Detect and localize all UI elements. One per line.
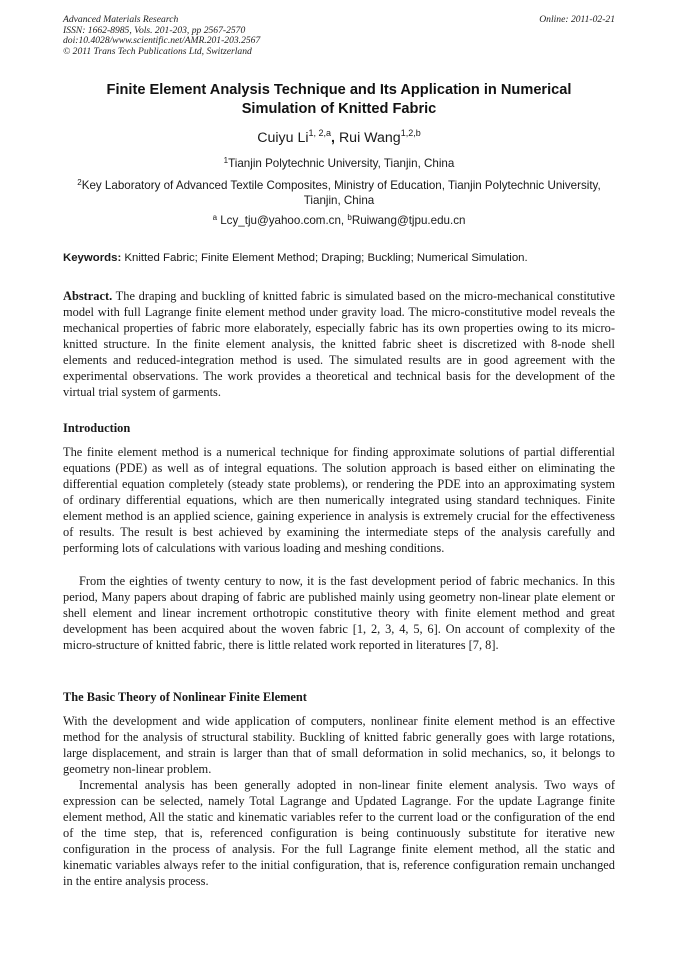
- author-list: [63, 129, 615, 147]
- section-heading-basic-theory: The Basic Theory of Nonlinear Finite Element: [63, 690, 307, 704]
- abstract: [63, 288, 615, 400]
- doi-line: doi:10.4028/www.scientific.net/AMR.201-203.2567: [63, 35, 261, 47]
- title-line-1: Finite Element Analysis Technique and Its Application in Numerical: [106, 82, 572, 98]
- author-2-name: Rui Wang: [338, 130, 401, 146]
- basic-theory-paragraph-1: With the development and wide application of computers, nonlinear finite element method is an effective method for the analysis of structural stability. Buckling of knitted fabric generally goes with large rotations, large displacement, and strain is larger than that of small deformation in solid mechanics, so, it belongs to geometry non-linear problem.: [63, 714, 615, 776]
- abstract-label: Abstract.: [63, 289, 113, 303]
- affiliation-1-sup: 1: [223, 156, 229, 165]
- page-header: [63, 15, 615, 57]
- online-date: Online: 2011-02-21: [539, 14, 615, 25]
- introduction-paragraph-1: The finite element method is a numerical technique for finding approximate solutions of partial differential equations (PDE) as well as of integral equations. The solution approach is based either on eliminating the differential equation completely (steady state problems), or rendering the PDE into an approximating system of ordinary differential equations, which are then numerically integrated using standard techniques. Finite element method is an applied science, gaining experience in analysis is extremely crucial for the effectiveness of results. The result is best achieved by examining the intermediate steps of the analysis carefully and performing lots of calculations with various loading and meshing conditions.: [63, 445, 615, 555]
- author-1-name: Cuiyu Li: [257, 130, 309, 146]
- affiliation-1-text: Tianjin Polytechnic University, Tianjin, China: [228, 157, 455, 170]
- author-2-sup: 1,2,b: [400, 128, 421, 138]
- affiliation-2-sup: 2: [77, 178, 82, 187]
- journal-name: Advanced Materials Research: [63, 14, 179, 25]
- copyright-line: © 2011 Trans Tech Publications Ltd, Switzerland: [63, 45, 252, 57]
- affiliation-2: [63, 179, 615, 208]
- author-emails: [63, 214, 615, 229]
- author-separator: ,: [331, 130, 339, 146]
- email-a: Lcy_tju@yahoo.com.cn,: [217, 214, 348, 227]
- author-1-sup: 1, 2,a: [308, 128, 332, 138]
- affiliation-2-text: Key Laboratory of Advanced Textile Composites, Ministry of Education, Tianjin Polytechnic University, Tianjin, China: [81, 179, 601, 207]
- introduction-paragraph-2: From the eighties of twenty century to now, it is the fast development period of fabric mechanics. In this period, Many papers about draping of fabric are published mainly using geometry non-linear plate element or shell element and linear increment orthotropic constitutive theory with finite element method and great development has been acquired about the woven fabric [1, 2, 3, 4, 5, 6]. On account of complexity of the micro-structure of knitted fabric, there is little related work reported in literatures [7, 8].: [63, 574, 615, 652]
- email-b-sup: b: [347, 213, 352, 222]
- email-b: Ruiwang@tjpu.edu.cn: [351, 214, 466, 227]
- section-heading-introduction: Introduction: [63, 421, 131, 435]
- keywords-label: Keywords:: [63, 252, 122, 264]
- abstract-text: The draping and buckling of knitted fabric is simulated based on the micro-mechanical constitutive model with full Lagrange finite element method under gravity load. The micro-constitutive model reveals the mechanical properties of fabric more elaborately, especially fabric has its own properties owing to its micro-knitted structure. In the finite element analysis, the knitted fabric sheet is discretized with 8-node shell elements and reduced-integration method is used. The simulated results are in good agreement with the experimental observations. The work provides a theoretical and technical basis for the development of the virtual trial system of garments.: [63, 289, 615, 399]
- paper-title: [63, 81, 615, 118]
- keywords-text: Knitted Fabric; Finite Element Method; Draping; Buckling; Numerical Simulation.: [121, 252, 528, 264]
- issn-line: ISSN: 1662-8985, Vols. 201-203, pp 2567-2570: [63, 24, 246, 36]
- title-line-2: Simulation of Knitted Fabric: [241, 100, 437, 117]
- basic-theory-paragraph-2: Incremental analysis has been generally adopted in non-linear finite element analysis. Two ways of expression can be selected, namely Total Lagrange and Updated Lagrange. For the update Lagrange finite element method, All the static and kinematic variables refer to the current load or the configuration of the end of the time step, that is, referenced configuration is being continuously substitute for iterative new configuration in the process of analysis. For the full Lagrange finite element method, all the static and kinematic variables always refer to the initial configuration, that is, reference configuration remain unchanged in the entire analysis process.: [63, 778, 615, 888]
- email-a-sup: a: [212, 213, 218, 222]
- affiliation-1: [63, 157, 615, 172]
- keywords: [63, 251, 615, 265]
